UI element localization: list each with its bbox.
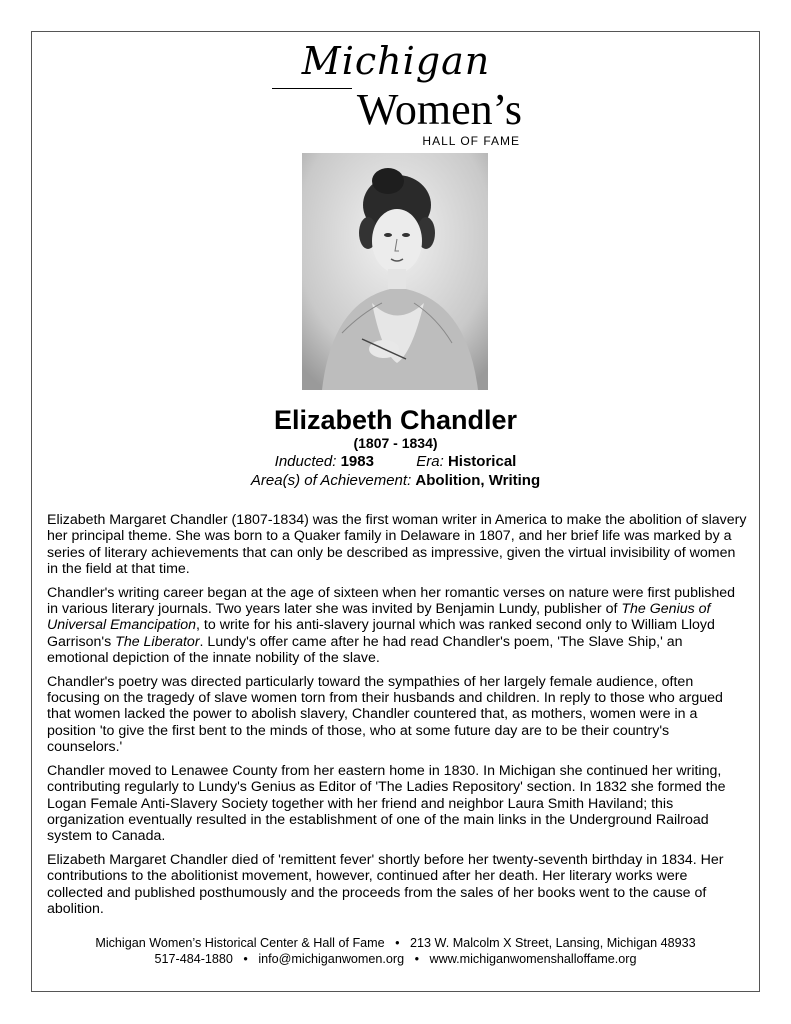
logo-hall-of-fame: HALL OF FAME <box>422 134 520 148</box>
bio-paragraph-3: Chandler's poetry was directed particularly toward the sympathies of her largely female audience, often focusing on the tragedy of slave women torn from their husbands and children. In reply to those who argued that women lacked the power to abolish slavery, Chandler countered that, as mothers, women were in a position 'to give the first bent to the minds of those, who at some future day are to be their country's counselors.' <box>47 673 723 756</box>
era-label: Era: <box>416 453 444 470</box>
areas-value: Abolition, Writing <box>415 472 541 489</box>
inducted-value: 1983 <box>340 453 374 470</box>
induction-line <box>0 452 791 471</box>
bio-text: Chandler's writing career began at the age of sixteen when her romantic verses on nature were first published in various literary journals. Two years later she was invited by Benjamin Lundy, publisher of <box>47 584 736 618</box>
portrait-image <box>302 153 488 390</box>
bio-text: . Lundy's offer came after he had read Chandler's poem, 'The Slave Ship,' an emotional depiction of the innate nobility of the slave. <box>47 633 683 667</box>
bio-paragraph-2 <box>47 585 747 667</box>
bio-text: , to write for his anti-slavery journal which was ranked second only to William Lloyd Garrison's <box>47 617 715 650</box>
honoree-years: (1807 - 1834) <box>353 435 438 451</box>
areas-label: Area(s) of Achievement: <box>250 472 412 489</box>
journal-title: The Liberator <box>115 633 200 650</box>
portrait-engraving-icon <box>302 153 488 390</box>
hall-of-fame-logo <box>270 38 522 148</box>
journal-title: The Genius of Universal Emancipation <box>47 601 711 634</box>
logo-michigan: Michigan <box>301 39 491 83</box>
footer-contact: 517-484-1880 • info@michiganwomen.org • www.michiganwomenshalloffame.org <box>154 952 637 966</box>
footer <box>0 935 791 967</box>
bio-paragraph-4: Chandler moved to Lenawee County from her eastern home in 1830. In Michigan she continued her writing, contributing regularly to Lundy's Genius as Editor of 'The Ladies Repository' section. In 1832 she formed the Logan Female Anti-Slavery Society together with her friend and neighbor Laura Smith Haviland; this organization eventually resulted in the establishment of one of the main links in the Underground Railroad system to Canada. <box>47 762 726 845</box>
biography <box>47 512 747 924</box>
bio-paragraph-1: Elizabeth Margaret Chandler (1807-1834) was the first woman writer in America to make the abolition of slavery her principal theme. She was born to a Quaker family in Delaware in 1807, and her brief life was marked by a series of literary achievements that can only be described as impressive, given the virtual invisibility of women in the field at that time. <box>47 512 747 578</box>
logo-womens: Women’s <box>356 85 522 134</box>
era-value: Historical <box>447 453 517 470</box>
bio-paragraph-5: Elizabeth Margaret Chandler died of 'remittent fever' shortly before her twenty-seventh birthday in 1834. Her contributions to the abolitionist movement, however, continued after her death. Her literary works were collected and published posthumously and the proceeds from the sales of her books went to the cause of abolition. <box>47 851 724 917</box>
footer-address: Michigan Women’s Historical Center & Hall of Fame • 213 W. Malcolm X Street, Lansing, Michigan 48933 <box>95 936 696 950</box>
honoree-name: Elizabeth Chandler <box>273 405 518 435</box>
inducted-label: Inducted: <box>274 453 337 470</box>
achievement-line <box>0 471 791 490</box>
